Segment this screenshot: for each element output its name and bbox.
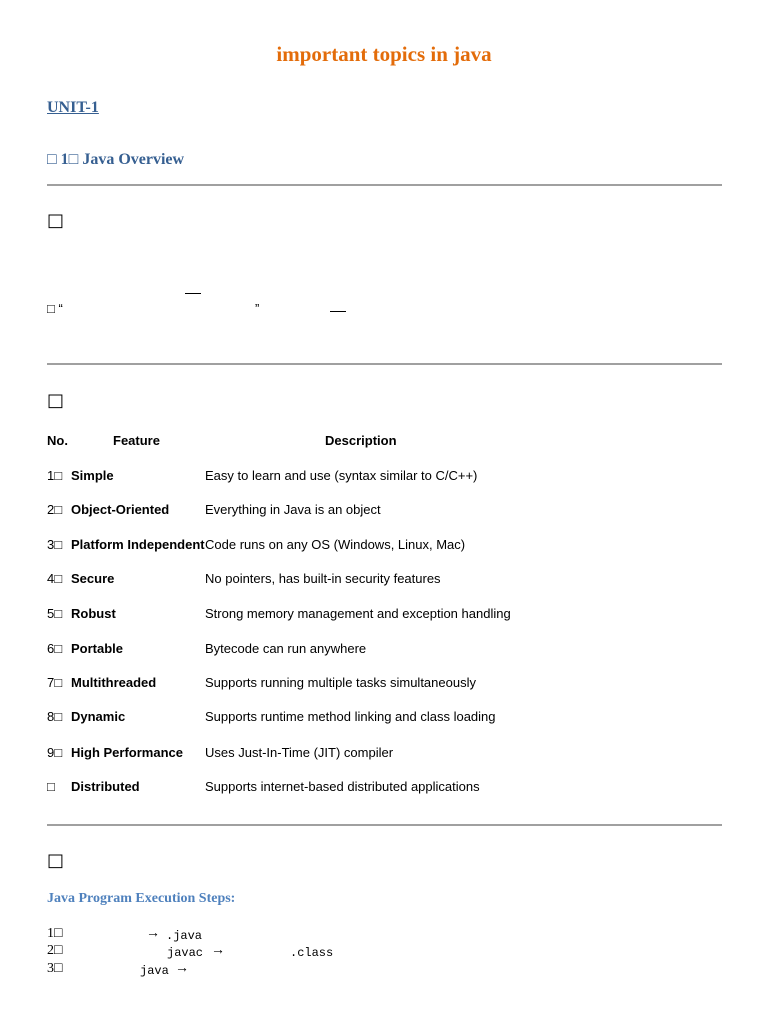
execution-steps-heading: Java Program Execution Steps: — [47, 891, 236, 906]
column-header-description: Description — [325, 433, 397, 448]
feature-description: Easy to learn and use (syntax similar to C/C++) — [205, 468, 478, 483]
divider — [47, 184, 722, 186]
arrow-icon: → — [175, 961, 189, 976]
feature-name: Simple — [71, 468, 114, 483]
column-header-feature: Feature — [113, 433, 160, 448]
feature-name: High Performance — [71, 745, 183, 760]
section-heading-java-overview: □ 1□ Java Overview — [47, 151, 185, 168]
feature-description: Supports running multiple tasks simultaneously — [205, 675, 476, 690]
column-header-no: No. — [47, 433, 68, 448]
feature-description: Uses Just-In-Time (JIT) compiler — [205, 745, 394, 760]
feature-description: Bytecode can run anywhere — [205, 641, 367, 656]
feature-name: Robust — [71, 606, 116, 621]
feature-name: Secure — [71, 571, 115, 586]
feature-description: Supports internet-based distributed applications — [205, 779, 480, 794]
feature-name: Object-Oriented — [71, 502, 170, 517]
missing-glyph-icon: □ — [47, 390, 65, 411]
step-number: 2□ — [47, 943, 63, 958]
missing-glyph-icon: □ — [47, 850, 65, 871]
quote-close: ” — [255, 301, 260, 316]
row-number: 7□ — [47, 675, 63, 690]
feature-description: Everything in Java is an object — [205, 502, 381, 517]
code-text: java — [140, 964, 169, 978]
code-text: .java — [166, 929, 203, 943]
row-number: 6□ — [47, 641, 63, 656]
row-number: 3□ — [47, 537, 63, 552]
feature-description: Code runs on any OS (Windows, Linux, Mac) — [205, 537, 466, 552]
em-dash — [330, 311, 346, 312]
step-number: 1□ — [47, 926, 63, 941]
feature-name: Platform Independent — [71, 537, 205, 552]
feature-name: Multithreaded — [71, 675, 157, 690]
quote-line-prefix: □ “ — [47, 301, 63, 316]
row-number: □ — [47, 779, 55, 794]
divider — [47, 824, 722, 826]
feature-name: Distributed — [71, 779, 140, 794]
feature-name: Portable — [71, 641, 124, 656]
row-number: 8□ — [47, 709, 63, 724]
code-text: .class — [290, 946, 334, 960]
feature-description: No pointers, has built-in security features — [205, 571, 441, 586]
missing-glyph-icon: □ — [47, 210, 65, 231]
row-number: 4□ — [47, 571, 63, 586]
divider — [47, 363, 722, 365]
row-number: 1□ — [47, 468, 63, 483]
document-title: important topics in java — [276, 42, 492, 66]
feature-description: Strong memory management and exception handling — [205, 606, 511, 621]
feature-description: Supports runtime method linking and class loading — [205, 709, 496, 724]
em-dash — [185, 293, 201, 294]
feature-name: Dynamic — [71, 709, 126, 724]
code-text: javac — [167, 946, 204, 960]
row-number: 9□ — [47, 745, 63, 760]
row-number: 5□ — [47, 606, 63, 621]
arrow-icon: → — [211, 943, 225, 958]
arrow-icon: → — [146, 926, 160, 941]
unit-heading: UNIT-1 — [47, 99, 99, 116]
row-number: 2□ — [47, 502, 63, 517]
step-number: 3□ — [47, 961, 63, 976]
